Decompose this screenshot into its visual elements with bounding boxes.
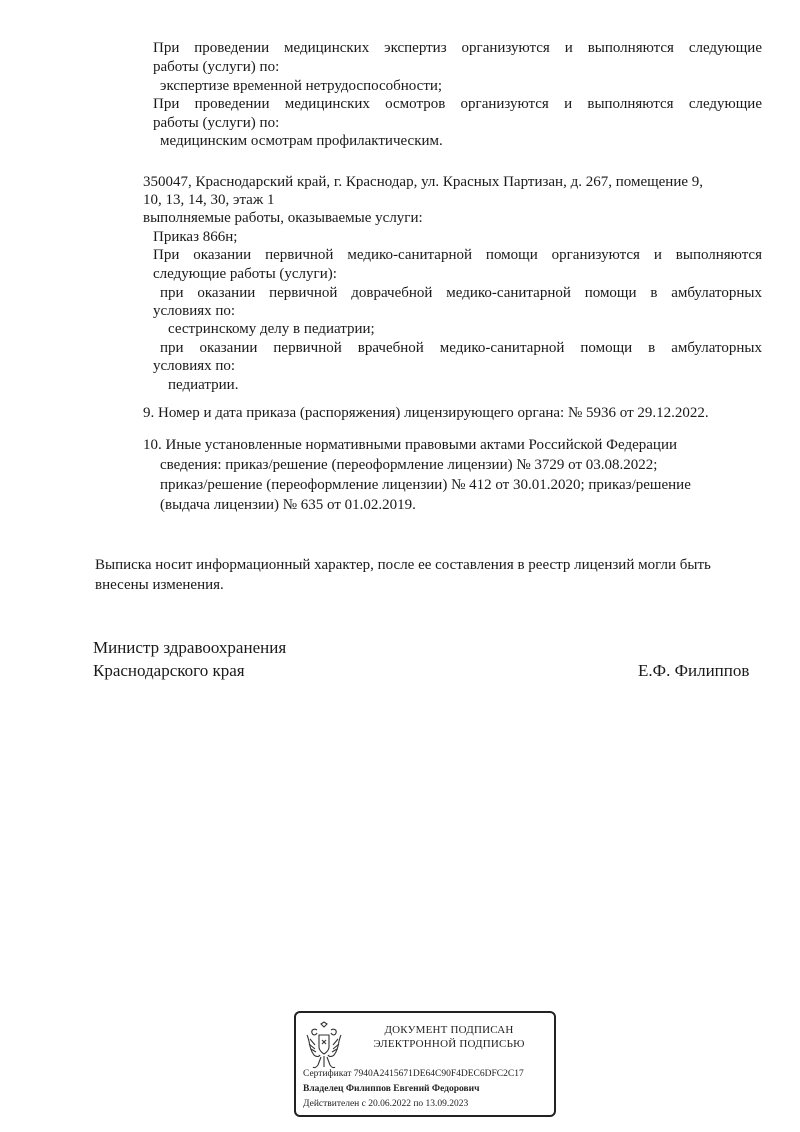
stamp-certificate: Сертификат 7940A2415671DE64C90F4DEC6DFC2C17 [303, 1069, 524, 1079]
text-line: При проведении медицинских экспертиз организуются и выполняются следующие [153, 40, 762, 56]
text-line: сведения: приказ/решение (переоформление лицензии) № 3729 от 03.08.2022; [160, 457, 658, 473]
signatory-region: Краснодарского края [93, 661, 245, 680]
text-line: работы (услуги) по: [153, 59, 280, 75]
electronic-signature-stamp [294, 1011, 556, 1117]
text-line: педиатрии. [168, 377, 239, 393]
text-line: (выдача лицензии) № 635 от 01.02.2019. [160, 497, 416, 513]
text-line: приказ/решение (переоформление лицензии) № 412 от 30.01.2020; приказ/решение [160, 477, 691, 493]
text-line: При оказании первичной медико-санитарной помощи организуются и выполняются [153, 247, 762, 263]
disclaimer-line: внесены изменения. [95, 577, 224, 593]
text-line: при оказании первичной доврачебной медико-санитарной помощи в амбулаторных [160, 285, 762, 301]
stamp-owner: Владелец Филиппов Евгений Федорович [303, 1084, 480, 1094]
order-number-line: 9. Номер и дата приказа (распоряжения) лицензирующего органа: № 5936 от 29.12.2022. [143, 405, 709, 421]
text-line: условиях по: [153, 358, 236, 374]
stamp-validity: Действителен с 20.06.2022 по 13.09.2023 [303, 1099, 469, 1109]
text-line: 10. Иные установленные нормативными правовыми актами Российской Федерации [143, 437, 678, 453]
text-line: выполняемые работы, оказываемые услуги: [143, 210, 423, 226]
text-line: медицинским осмотрам профилактическим. [160, 133, 443, 149]
stamp-heading [356, 1023, 542, 1051]
text-line: экспертизе временной нетрудоспособности; [160, 78, 443, 94]
signatory-name: Е.Ф. Филиппов [638, 661, 750, 680]
address-line: 350047, Краснодарский край, г. Краснодар, ул. Красных Партизан, д. 267, помещение 9, [143, 174, 704, 190]
text-line: Приказ 866н; [153, 229, 238, 245]
signatory-title: Министр здравоохранения [93, 638, 287, 657]
text-line: При проведении медицинских осмотров организуются и выполняются следующие [153, 96, 762, 112]
text-line: при оказании первичной врачебной медико-санитарной помощи в амбулаторных [160, 340, 762, 356]
stamp-heading-line: ДОКУМЕНТ ПОДПИСАН [384, 1024, 514, 1036]
text-line: следующие работы (услуги): [153, 266, 337, 282]
coat-of-arms-emblem [304, 1021, 344, 1073]
text-line: сестринскому делу в педиатрии; [168, 321, 375, 337]
disclaimer-line: Выписка носит информационный характер, после ее составления в реестр лицензий могли быть [95, 557, 711, 573]
text-line: работы (услуги) по: [153, 115, 280, 131]
text-line: условиях по: [153, 303, 236, 319]
address-line: 10, 13, 14, 30, этаж 1 [143, 192, 275, 208]
stamp-heading-line: ЭЛЕКТРОННОЙ ПОДПИСЬЮ [373, 1038, 525, 1050]
